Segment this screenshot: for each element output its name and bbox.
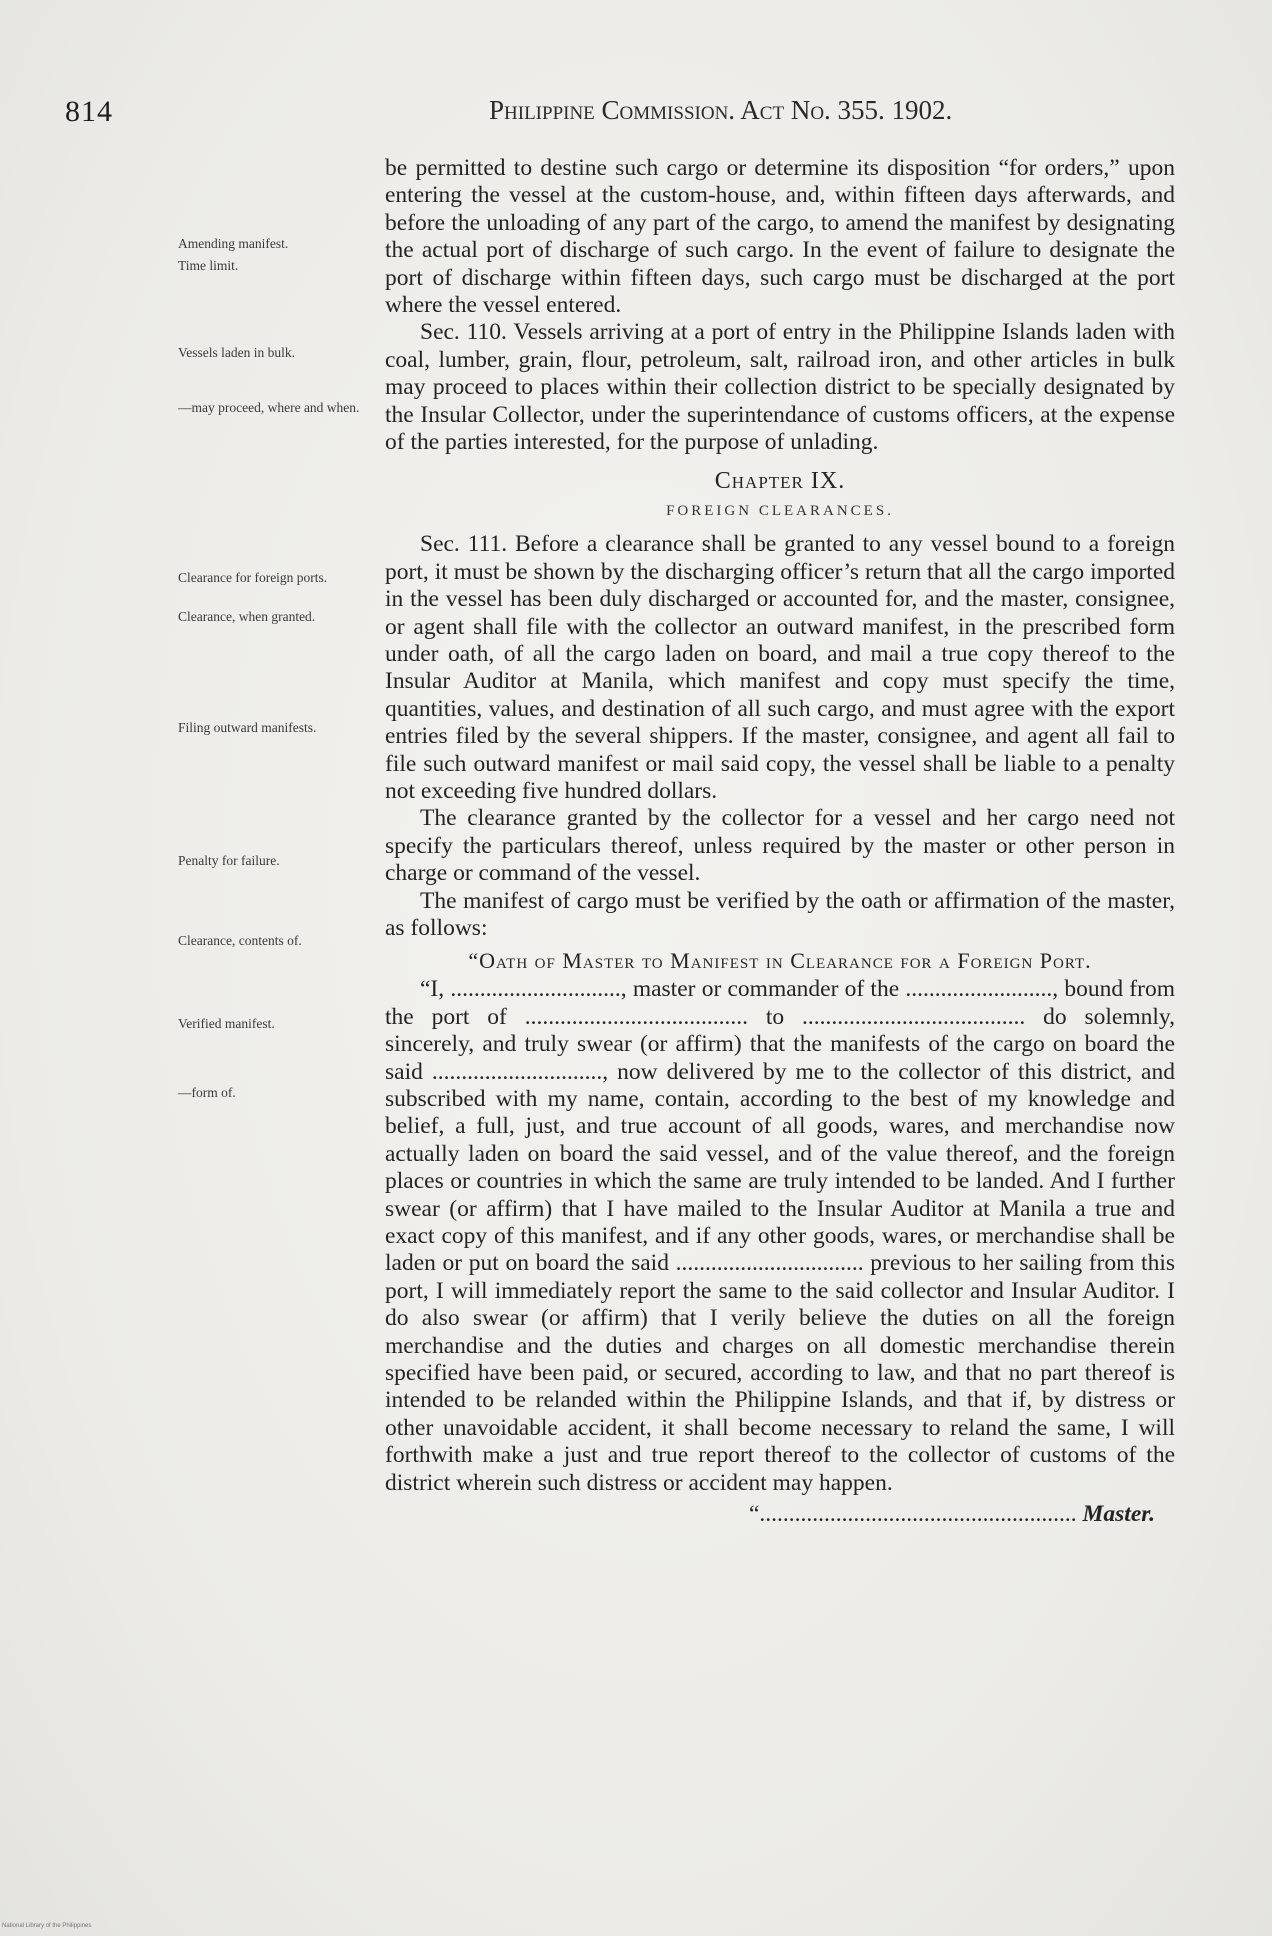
margin-note-penalty: Penalty for failure. xyxy=(178,853,280,868)
margin-note-clearance-contents: Clearance, contents of. xyxy=(178,933,302,948)
paragraph-continued: be permitted to destine such cargo or determine its disposition “for orders,” upon entering the vessel at the custom-house, and, within fifteen days afterwards, and before the unloading of any part of the cargo, to amend the manifest by designating the actual port of discharge of such cargo. In the event of failure to designate the port of discharge within fifteen days, such cargo must be discharged at the port where the vessel entered. xyxy=(385,155,1175,319)
paragraph-sec-110: Sec. 110. Vessels arriving at a port of entry in the Philippine Islands laden with coal, lumber, grain, flour, petroleum, salt, railroad iron, and other articles in bulk may proceed to places within their collection district to be specially designated by the Insular Collector, under the superintendance of customs officers, at the expense of the parties interested, for the purpose of unlading. xyxy=(385,319,1175,456)
paragraph-verified-manifest: The manifest of cargo must be verified by the oath or affirmation of the master, as follows: xyxy=(385,887,1175,941)
body-text xyxy=(385,155,1175,1529)
signature-blank: “...................................................... xyxy=(748,1501,1077,1528)
margin-note-amending-manifest: Amending manifest. xyxy=(178,236,289,251)
paragraph-sec-111: Sec. 111. Before a clearance shall be granted to any vessel bound to a foreign port, it must be shown by the discharging officer’s return that all the cargo imported in the vessel has been duly discharged or accounted for, and the master, consignee, or agent shall file with the collector an outward manifest, in the prescribed form under oath, of all the cargo laden on board, and mail a true copy thereof to the Insular Auditor at Manila, which manifest and copy must specify the time, quantities, values, and destination of all such cargo, and must agree with the export entries filed by the several shippers. If the master, consignee, and agent all fail to file such outward manifest or mail said copy, the vessel shall be liable to a penalty not exceeding five hundred dollars. xyxy=(385,531,1175,804)
margin-note-form-of: —form of. xyxy=(178,1085,236,1100)
signature-label: Master. xyxy=(1082,1501,1155,1528)
page-header xyxy=(65,95,1065,135)
margin-note-clearance-foreign: Clearance for foreign ports. xyxy=(178,570,328,585)
signature-line xyxy=(385,1501,1175,1528)
margin-note-verified-manifest: Verified manifest. xyxy=(178,1016,275,1031)
margin-note-filing-manifests: Filing outward manifests. xyxy=(178,720,317,735)
margin-note-clearance-when: Clearance, when granted. xyxy=(178,609,316,624)
paragraph-clearance-contents: The clearance granted by the collector for a vessel and her cargo need not specify the particulars thereof, unless required by the master or other person in charge or command of the vessel. xyxy=(385,805,1175,887)
chapter-title: Chapter IX. xyxy=(714,468,846,495)
footer-credit: National Library of the Philippines xyxy=(2,1923,92,1929)
oath-heading: “Oath of Master to Manifest in Clearance for a Foreign Port. xyxy=(468,948,1092,974)
oath-body: “I, ............................., master or commander of the ........................., bound from the port of ...................................... to ...................................... do solemnly, sincerely, and truly swear (or affirm) that the manifests of the cargo on board the said ............................., now delivered by me to the collector of this district, and subscribed with my name, contain, according to the best of my knowledge and belief, a full, just, and true account of all goods, wares, and merchandise now actually laden on board the said vessel, and of the value thereof, and the foreign places or countries in which the same are truly intended to be landed. And I further swear (or affirm) that I have mailed to the Insular Auditor at Manila a true and exact copy of this manifest, and if any other goods, wares, or merchandise shall be laden or put on board the said ................................ previous to her sailing from this port, I will immediately report the same to the said collector and Insular Auditor. I do also swear (or affirm) that I verily believe the duties on all the foreign merchandise and the duties and charges on all domestic merchandise therein specified have been paid, or secured, according to law, and that no part thereof is intended to be relanded within the Philippine Islands, and that if, by distress or other unavoidable accident, it shall become necessary to reland the same, I will forthwith make a just and true report thereof to the collector of customs of the district wherein such distress or accident may happen. xyxy=(385,976,1175,1496)
running-head: Philippine Commission. Act No. 355. 1902. xyxy=(489,95,953,125)
margin-note-time-limit: Time limit. xyxy=(178,258,239,273)
margin-note-vessels-in-bulk: Vessels laden in bulk. xyxy=(178,345,295,360)
chapter-subtitle: FOREIGN CLEARANCES. xyxy=(666,502,894,519)
page-number: 814 xyxy=(65,95,113,128)
margin-note-may-proceed: —may proceed, where and when. xyxy=(178,400,360,415)
